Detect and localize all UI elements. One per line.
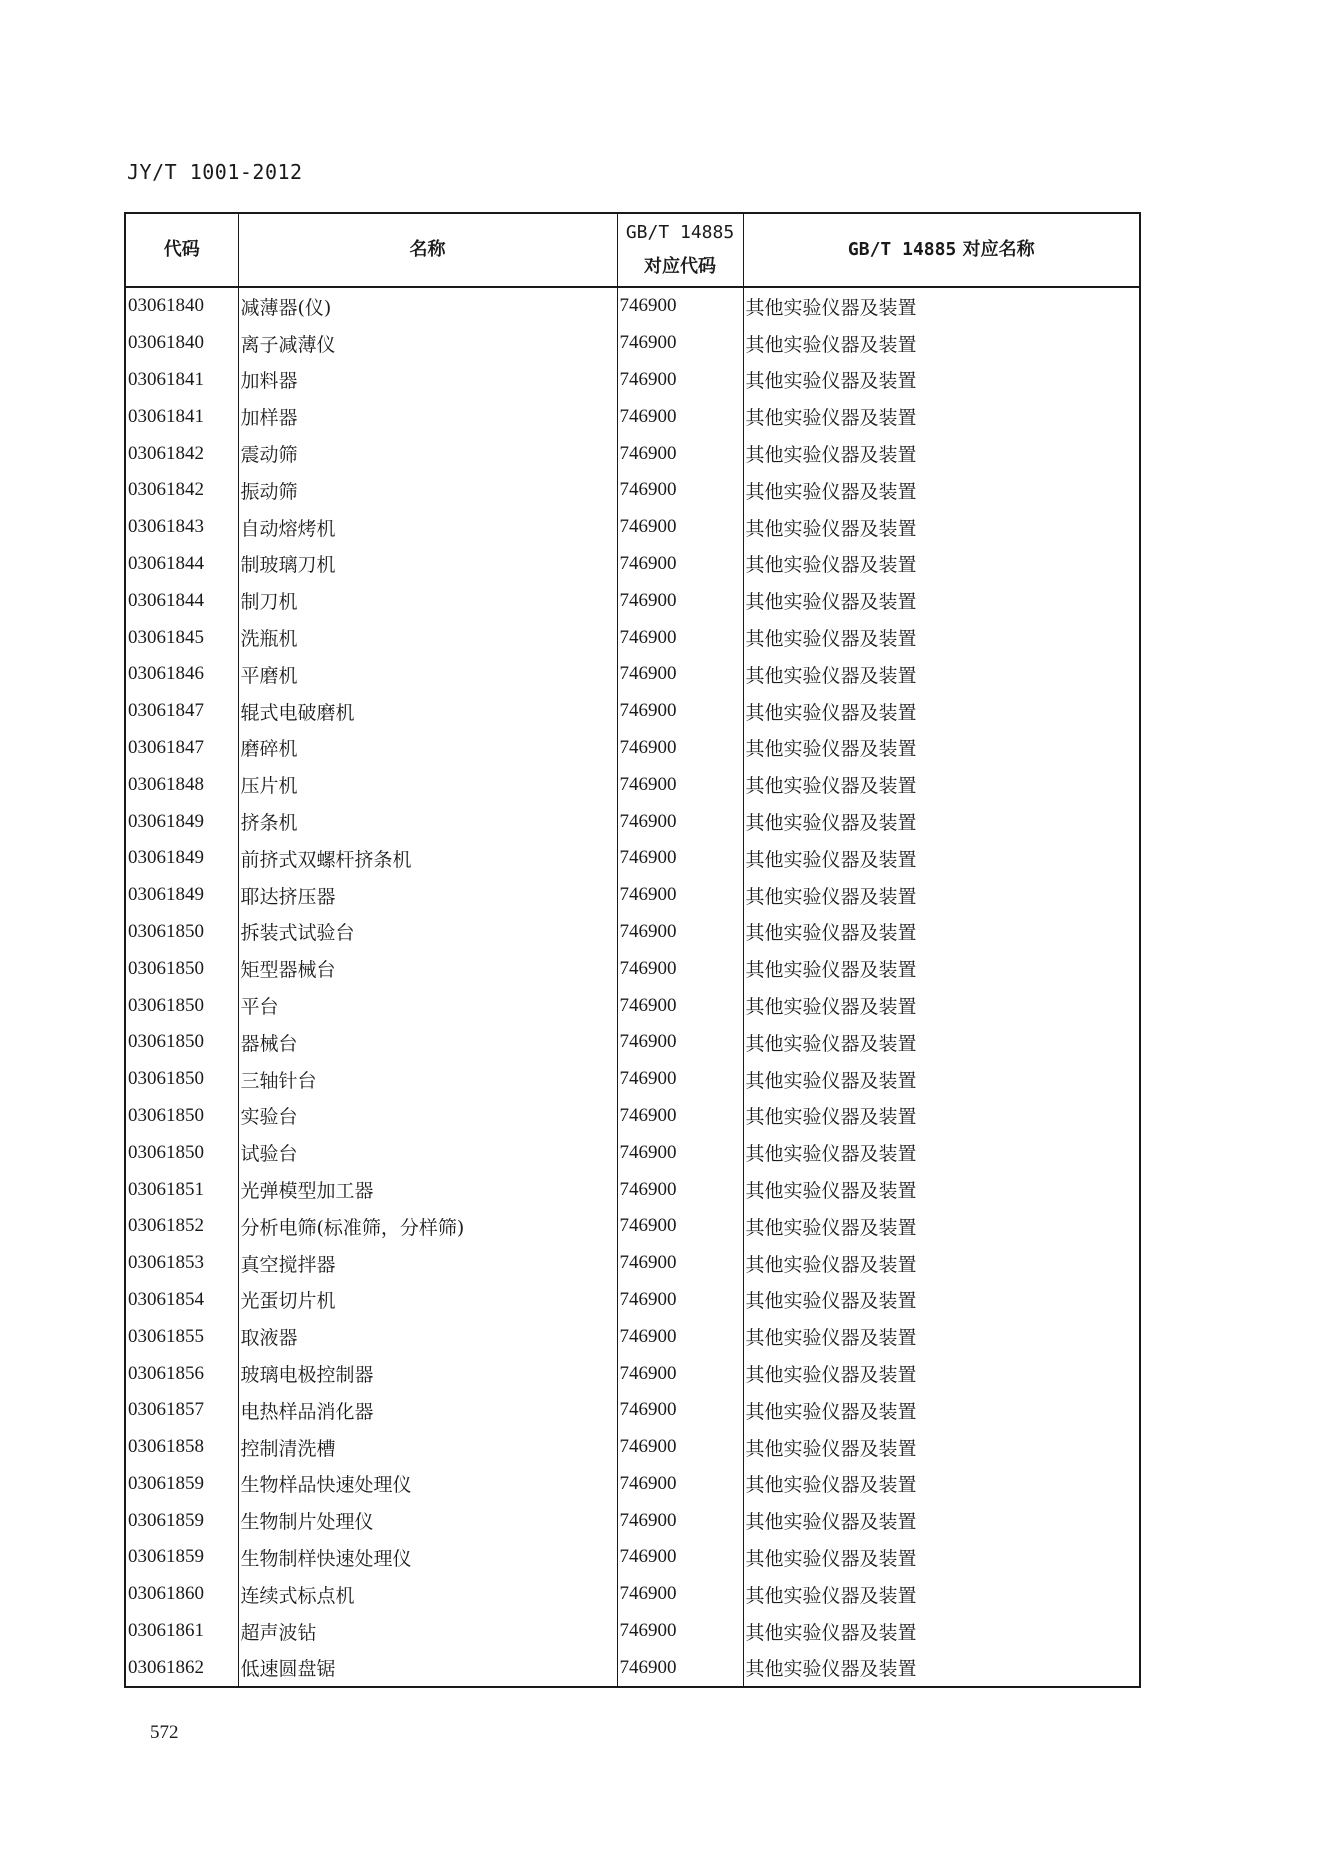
gb-code-cell: 746900: [617, 730, 743, 767]
gb-code-cell: 746900: [617, 362, 743, 399]
table-header: [125, 213, 1140, 287]
gb-code-cell: 746900: [617, 1318, 743, 1355]
gb-code-cell: 746900: [617, 582, 743, 619]
table-row: [125, 987, 1140, 1024]
gb-code-cell: 746900: [617, 1282, 743, 1319]
code-cell: 03061851: [125, 1171, 238, 1208]
code-cell: 03061841: [125, 362, 238, 399]
gb-name-cell: 其他实验仪器及装置: [743, 877, 1140, 914]
name-cell: 磨碎机: [238, 730, 617, 767]
header-name-label: 名称: [409, 239, 446, 260]
name-cell: 光弹模型加工器: [238, 1171, 617, 1208]
gb-name-cell: 其他实验仪器及装置: [743, 1613, 1140, 1650]
code-cell: 03061847: [125, 730, 238, 767]
name-cell: 制刀机: [238, 582, 617, 619]
table-row: [125, 619, 1140, 656]
header-code: [125, 213, 238, 287]
name-cell: 分析电筛(标准筛，分样筛): [238, 1208, 617, 1245]
gb-name-cell: 其他实验仪器及装置: [743, 1061, 1140, 1098]
table-row: [125, 1502, 1140, 1539]
name-cell: 矩型器械台: [238, 950, 617, 987]
gb-code-cell: 746900: [617, 325, 743, 362]
table-row: [125, 803, 1140, 840]
gb-name-cell: 其他实验仪器及装置: [743, 1355, 1140, 1392]
table-row: [125, 1171, 1140, 1208]
gb-code-cell: 746900: [617, 914, 743, 951]
code-cell: 03061857: [125, 1392, 238, 1429]
gb-code-cell: 746900: [617, 1539, 743, 1576]
code-cell: 03061840: [125, 287, 238, 325]
code-cell: 03061859: [125, 1466, 238, 1503]
gb-name-cell: 其他实验仪器及装置: [743, 1208, 1140, 1245]
gb-name-cell: 其他实验仪器及装置: [743, 1392, 1140, 1429]
gb-name-cell: 其他实验仪器及装置: [743, 1024, 1140, 1061]
code-cell: 03061853: [125, 1245, 238, 1282]
gb-name-cell: 其他实验仪器及装置: [743, 1171, 1140, 1208]
gb-name-cell: 其他实验仪器及装置: [743, 325, 1140, 362]
table-row: [125, 914, 1140, 951]
gb-code-cell: 746900: [617, 1134, 743, 1171]
name-cell: 辊式电破磨机: [238, 693, 617, 730]
gb-name-cell: 其他实验仪器及装置: [743, 1134, 1140, 1171]
gb-name-cell: 其他实验仪器及装置: [743, 1245, 1140, 1282]
code-cell: 03061850: [125, 1061, 238, 1098]
gb-name-cell: 其他实验仪器及装置: [743, 914, 1140, 951]
name-cell: 生物制样快速处理仪: [238, 1539, 617, 1576]
gb-name-cell: 其他实验仪器及装置: [743, 287, 1140, 325]
name-cell: 平台: [238, 987, 617, 1024]
table-row: [125, 1649, 1140, 1687]
gb-code-cell: 746900: [617, 877, 743, 914]
code-cell: 03061862: [125, 1649, 238, 1687]
table-row: [125, 1318, 1140, 1355]
table-row: [125, 362, 1140, 399]
table-row: [125, 766, 1140, 803]
table-row: [125, 435, 1140, 472]
equipment-code-table: [124, 212, 1139, 1688]
name-cell: 离子减薄仪: [238, 325, 617, 362]
name-cell: 生物制片处理仪: [238, 1502, 617, 1539]
gb-name-cell: 其他实验仪器及装置: [743, 1466, 1140, 1503]
table-row: [125, 693, 1140, 730]
gb-name-cell: 其他实验仪器及装置: [743, 509, 1140, 546]
code-cell: 03061859: [125, 1502, 238, 1539]
name-cell: 挤条机: [238, 803, 617, 840]
code-cell: 03061859: [125, 1539, 238, 1576]
page-number: 572: [150, 1722, 179, 1743]
gb-name-cell: 其他实验仪器及装置: [743, 803, 1140, 840]
gb-name-cell: 其他实验仪器及装置: [743, 398, 1140, 435]
code-cell: 03061849: [125, 877, 238, 914]
table-row: [125, 325, 1140, 362]
gb-name-cell: 其他实验仪器及装置: [743, 693, 1140, 730]
table-row: [125, 1061, 1140, 1098]
name-cell: 光蛋切片机: [238, 1282, 617, 1319]
gb-code-cell: 746900: [617, 1429, 743, 1466]
code-cell: 03061858: [125, 1429, 238, 1466]
header-gb-name-suffix: 对应名称: [962, 239, 1035, 260]
gb-name-cell: 其他实验仪器及装置: [743, 546, 1140, 583]
name-cell: 取液器: [238, 1318, 617, 1355]
name-cell: 控制清洗槽: [238, 1429, 617, 1466]
gb-name-cell: 其他实验仪器及装置: [743, 362, 1140, 399]
gb-code-cell: 746900: [617, 287, 743, 325]
name-cell: 电热样品消化器: [238, 1392, 617, 1429]
name-cell: 真空搅拌器: [238, 1245, 617, 1282]
table-row: [125, 546, 1140, 583]
table-row: [125, 1429, 1140, 1466]
gb-name-cell: 其他实验仪器及装置: [743, 840, 1140, 877]
gb-name-cell: 其他实验仪器及装置: [743, 435, 1140, 472]
header-gb-name-prefix: GB/T 14885: [847, 239, 957, 260]
gb-code-cell: 746900: [617, 1392, 743, 1429]
header-gb-code-line2: 对应代码: [644, 256, 716, 277]
table-row: [125, 1024, 1140, 1061]
gb-code-cell: 746900: [617, 472, 743, 509]
name-cell: 加样器: [238, 398, 617, 435]
name-cell: 洗瓶机: [238, 619, 617, 656]
header-code-label: 代码: [163, 239, 200, 260]
table-row: [125, 840, 1140, 877]
gb-name-cell: 其他实验仪器及装置: [743, 987, 1140, 1024]
gb-name-cell: 其他实验仪器及装置: [743, 582, 1140, 619]
gb-name-cell: 其他实验仪器及装置: [743, 1282, 1140, 1319]
gb-code-cell: 746900: [617, 693, 743, 730]
code-cell: 03061850: [125, 950, 238, 987]
table-row: [125, 398, 1140, 435]
code-cell: 03061848: [125, 766, 238, 803]
name-cell: 超声波钻: [238, 1613, 617, 1650]
code-cell: 03061852: [125, 1208, 238, 1245]
code-cell: 03061844: [125, 582, 238, 619]
name-cell: 前挤式双螺杆挤条机: [238, 840, 617, 877]
gb-code-cell: 746900: [617, 1576, 743, 1613]
name-cell: 低速圆盘锯: [238, 1649, 617, 1687]
code-table: [124, 212, 1141, 1688]
table-row: [125, 287, 1140, 325]
gb-name-cell: 其他实验仪器及装置: [743, 766, 1140, 803]
name-cell: 制玻璃刀机: [238, 546, 617, 583]
gb-code-cell: 746900: [617, 509, 743, 546]
name-cell: 实验台: [238, 1098, 617, 1135]
name-cell: 拆装式试验台: [238, 914, 617, 951]
table-row: [125, 730, 1140, 767]
table-row: [125, 1208, 1140, 1245]
gb-code-cell: 746900: [617, 1613, 743, 1650]
gb-name-cell: 其他实验仪器及装置: [743, 1429, 1140, 1466]
name-cell: 压片机: [238, 766, 617, 803]
table-row: [125, 1134, 1140, 1171]
table-row: [125, 656, 1140, 693]
gb-name-cell: 其他实验仪器及装置: [743, 656, 1140, 693]
table-row: [125, 877, 1140, 914]
code-cell: 03061843: [125, 509, 238, 546]
gb-name-cell: 其他实验仪器及装置: [743, 1539, 1140, 1576]
code-cell: 03061850: [125, 1098, 238, 1135]
table-row: [125, 950, 1140, 987]
name-cell: 连续式标点机: [238, 1576, 617, 1613]
name-cell: 平磨机: [238, 656, 617, 693]
gb-code-cell: 746900: [617, 1245, 743, 1282]
gb-code-cell: 746900: [617, 1355, 743, 1392]
name-cell: 生物样品快速处理仪: [238, 1466, 617, 1503]
header-gb-name: [743, 213, 1140, 287]
gb-name-cell: 其他实验仪器及装置: [743, 1649, 1140, 1687]
name-cell: 试验台: [238, 1134, 617, 1171]
name-cell: 器械台: [238, 1024, 617, 1061]
gb-code-cell: 746900: [617, 435, 743, 472]
name-cell: 加料器: [238, 362, 617, 399]
gb-code-cell: 746900: [617, 987, 743, 1024]
code-cell: 03061850: [125, 914, 238, 951]
gb-name-cell: 其他实验仪器及装置: [743, 1502, 1140, 1539]
name-cell: 玻璃电极控制器: [238, 1355, 617, 1392]
table-row: [125, 1539, 1140, 1576]
table-body: [125, 287, 1140, 1687]
gb-code-cell: 746900: [617, 1208, 743, 1245]
gb-name-cell: 其他实验仪器及装置: [743, 1318, 1140, 1355]
code-cell: 03061841: [125, 398, 238, 435]
gb-name-cell: 其他实验仪器及装置: [743, 1576, 1140, 1613]
header-gb-code: [617, 213, 743, 287]
gb-code-cell: 746900: [617, 1502, 743, 1539]
code-cell: 03061855: [125, 1318, 238, 1355]
gb-code-cell: 746900: [617, 619, 743, 656]
table-row: [125, 509, 1140, 546]
table-row: [125, 1392, 1140, 1429]
gb-code-cell: 746900: [617, 803, 743, 840]
table-row: [125, 1245, 1140, 1282]
gb-name-cell: 其他实验仪器及装置: [743, 1098, 1140, 1135]
code-cell: 03061849: [125, 840, 238, 877]
gb-name-cell: 其他实验仪器及装置: [743, 472, 1140, 509]
gb-code-cell: 746900: [617, 656, 743, 693]
gb-code-cell: 746900: [617, 546, 743, 583]
table-row: [125, 1576, 1140, 1613]
code-cell: 03061860: [125, 1576, 238, 1613]
gb-code-cell: 746900: [617, 1098, 743, 1135]
name-cell: 震动筛: [238, 435, 617, 472]
gb-code-cell: 746900: [617, 1466, 743, 1503]
gb-code-cell: 746900: [617, 398, 743, 435]
code-cell: 03061842: [125, 435, 238, 472]
code-cell: 03061845: [125, 619, 238, 656]
gb-code-cell: 746900: [617, 1061, 743, 1098]
code-cell: 03061850: [125, 1134, 238, 1171]
gb-code-cell: 746900: [617, 1649, 743, 1687]
name-cell: 三轴针台: [238, 1061, 617, 1098]
gb-code-cell: 746900: [617, 840, 743, 877]
table-row: [125, 1098, 1140, 1135]
gb-code-cell: 746900: [617, 1024, 743, 1061]
code-cell: 03061850: [125, 987, 238, 1024]
code-cell: 03061842: [125, 472, 238, 509]
code-cell: 03061854: [125, 1282, 238, 1319]
header-name: [238, 213, 617, 287]
gb-code-cell: 746900: [617, 950, 743, 987]
gb-name-cell: 其他实验仪器及装置: [743, 950, 1140, 987]
document-header-code: JY/T 1001-2012: [127, 160, 303, 184]
code-cell: 03061844: [125, 546, 238, 583]
table-row: [125, 1282, 1140, 1319]
table-row: [125, 1613, 1140, 1650]
code-cell: 03061840: [125, 325, 238, 362]
name-cell: 自动熔烤机: [238, 509, 617, 546]
code-cell: 03061850: [125, 1024, 238, 1061]
header-gb-code-line1: GB/T 14885: [625, 222, 735, 243]
gb-code-cell: 746900: [617, 766, 743, 803]
code-cell: 03061849: [125, 803, 238, 840]
code-cell: 03061846: [125, 656, 238, 693]
gb-name-cell: 其他实验仪器及装置: [743, 730, 1140, 767]
code-cell: 03061856: [125, 1355, 238, 1392]
table-row: [125, 1355, 1140, 1392]
gb-code-cell: 746900: [617, 1171, 743, 1208]
gb-name-cell: 其他实验仪器及装置: [743, 619, 1140, 656]
code-cell: 03061861: [125, 1613, 238, 1650]
name-cell: 耶达挤压器: [238, 877, 617, 914]
name-cell: 减薄器(仪): [238, 287, 617, 325]
code-cell: 03061847: [125, 693, 238, 730]
table-row: [125, 1466, 1140, 1503]
header-row: [125, 213, 1140, 287]
table-row: [125, 582, 1140, 619]
table-row: [125, 472, 1140, 509]
name-cell: 振动筛: [238, 472, 617, 509]
